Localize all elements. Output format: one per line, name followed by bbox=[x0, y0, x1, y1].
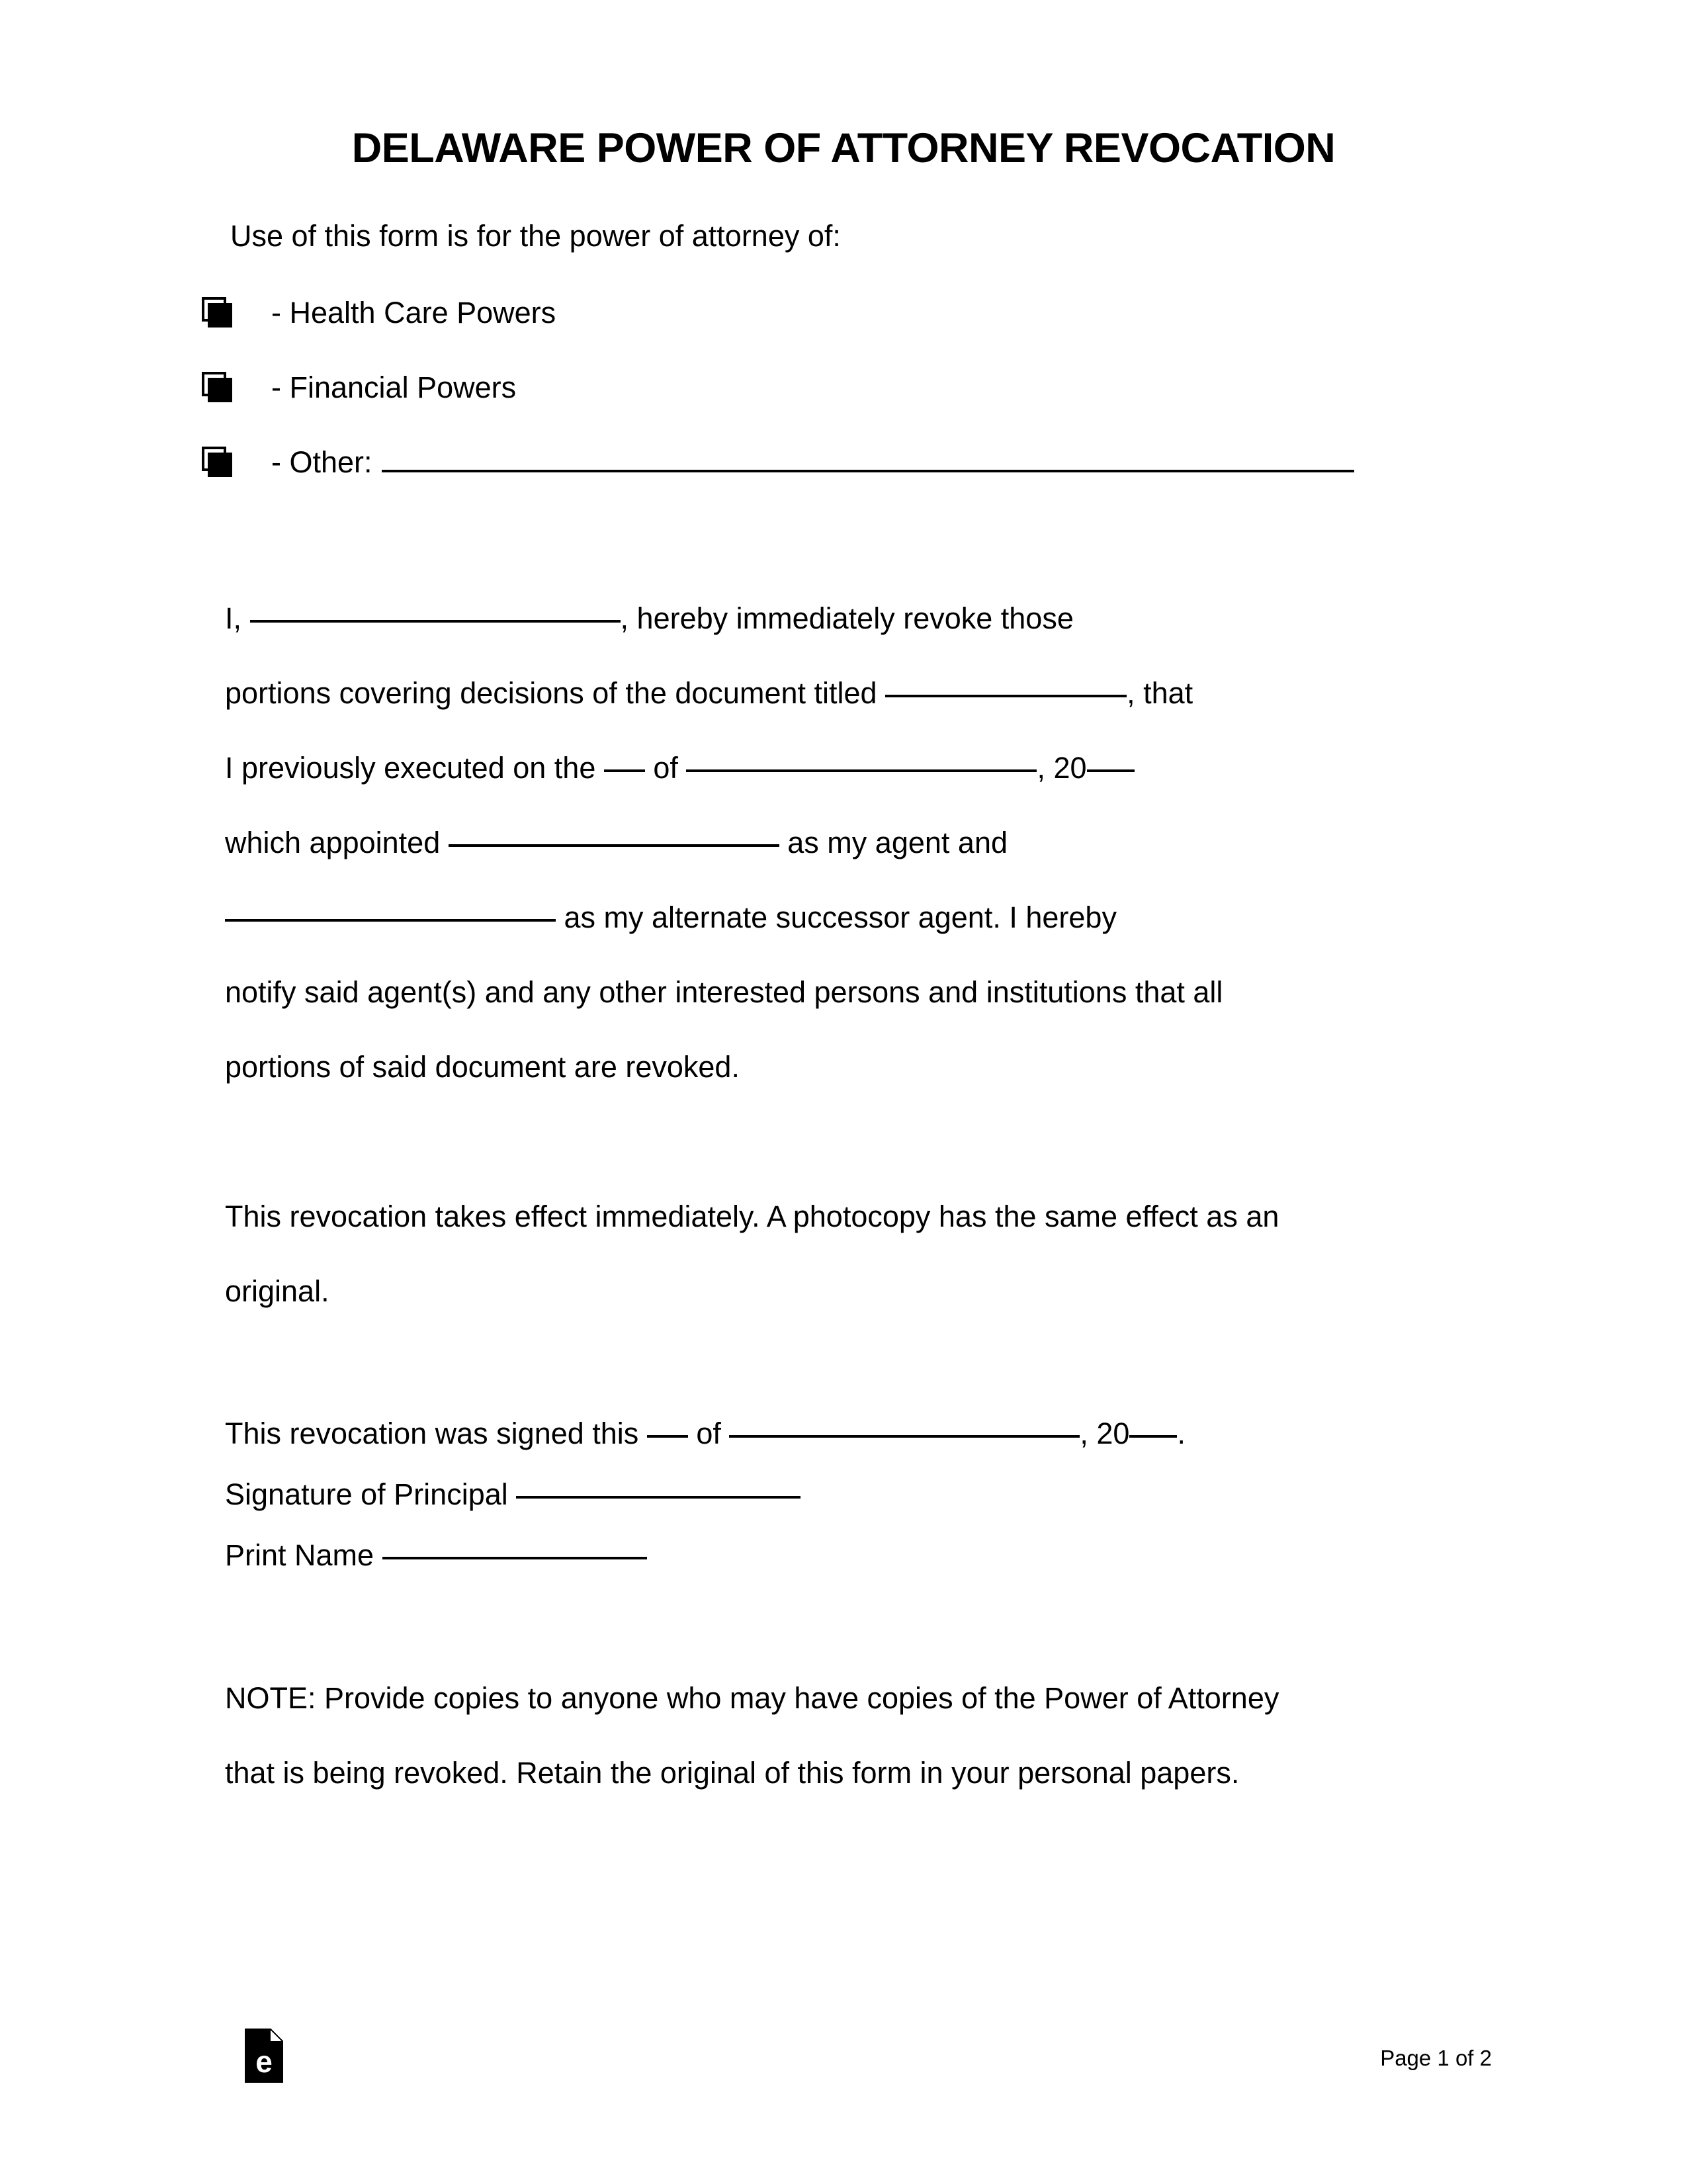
eforms-logo-icon bbox=[245, 2029, 283, 2083]
signed-seg-4: . bbox=[1177, 1417, 1186, 1450]
effect-line-1: This revocation takes effect immediately. A photocopy has the same effect as an bbox=[225, 1200, 1279, 1233]
page-title: DELAWARE POWER OF ATTORNEY REVOCATION bbox=[351, 125, 1336, 172]
revocation-seg-3: portions covering decisions of the document titled bbox=[225, 676, 877, 710]
signed-year-fill-line[interactable] bbox=[1129, 1435, 1177, 1438]
signature-fill-line[interactable] bbox=[516, 1496, 800, 1499]
note-paragraph bbox=[225, 1661, 1436, 1810]
spacer bbox=[225, 1586, 1436, 1661]
signature-of-principal-line bbox=[225, 1464, 1436, 1525]
checkbox-row-health-care[interactable] bbox=[202, 296, 1436, 371]
execution-day-fill-line[interactable] bbox=[604, 769, 645, 772]
note-line-1: NOTE: Provide copies to anyone who may have copies of the Power of Attorney bbox=[225, 1681, 1279, 1715]
signed-seg-2: of bbox=[696, 1417, 721, 1450]
checkbox-label-other: - Other: bbox=[271, 445, 372, 479]
print-name-label: Print Name bbox=[225, 1538, 374, 1572]
checkbox-row-other[interactable] bbox=[202, 445, 1436, 520]
revocation-seg-9: as my agent and bbox=[787, 826, 1008, 859]
intro-text: Use of this form is for the power of attorney of: bbox=[230, 219, 841, 253]
powers-checkbox-list bbox=[225, 296, 1436, 520]
signed-date-line bbox=[225, 1403, 1436, 1464]
document-title-fill-line[interactable] bbox=[885, 695, 1127, 697]
effect-line-2: original. bbox=[225, 1274, 329, 1308]
print-name-line bbox=[225, 1525, 1436, 1586]
revocation-seg-8: which appointed bbox=[225, 826, 441, 859]
svg-text:e: e bbox=[255, 2044, 273, 2079]
agent-name-fill-line[interactable] bbox=[449, 844, 779, 847]
checkbox-row-financial[interactable] bbox=[202, 371, 1436, 445]
revocation-seg-5: I previously executed on the bbox=[225, 751, 596, 785]
document-body bbox=[225, 198, 1436, 1810]
checkbox-icon[interactable] bbox=[202, 297, 226, 322]
note-line-2: that is being revoked. Retain the original of this form in your personal papers. bbox=[225, 1756, 1240, 1790]
checkbox-icon[interactable] bbox=[202, 447, 226, 471]
effect-paragraph bbox=[225, 1179, 1436, 1329]
signed-day-fill-line[interactable] bbox=[647, 1435, 688, 1438]
execution-month-fill-line[interactable] bbox=[686, 769, 1037, 772]
spacer bbox=[225, 1329, 1436, 1403]
execution-year-fill-line[interactable] bbox=[1087, 769, 1135, 772]
revocation-seg-6: of bbox=[653, 751, 678, 785]
other-powers-fill-line[interactable] bbox=[382, 470, 1354, 472]
revocation-seg-7: , 20 bbox=[1037, 751, 1087, 785]
signature-label: Signature of Principal bbox=[225, 1477, 508, 1511]
revocation-paragraph bbox=[225, 581, 1436, 1104]
alternate-agent-fill-line[interactable] bbox=[225, 919, 556, 922]
print-name-fill-line[interactable] bbox=[382, 1557, 647, 1559]
revocation-seg-12: portions of said document are revoked. bbox=[225, 1050, 740, 1084]
page-number-label: Page 1 of 2 bbox=[1380, 2046, 1492, 2070]
revocation-seg-11: notify said agent(s) and any other interested persons and institutions that all bbox=[225, 975, 1223, 1009]
page-footer bbox=[0, 2018, 1687, 2150]
signed-seg-3: , 20 bbox=[1080, 1417, 1130, 1450]
checkbox-label-health-care: - Health Care Powers bbox=[271, 296, 556, 329]
checkbox-icon[interactable] bbox=[202, 372, 226, 396]
revocation-seg-10: as my alternate successor agent. I hereby bbox=[564, 900, 1117, 934]
checkbox-label-financial: - Financial Powers bbox=[271, 371, 517, 404]
principal-name-fill-line[interactable] bbox=[250, 620, 621, 623]
revocation-seg-1: I, bbox=[225, 601, 242, 635]
signed-month-fill-line[interactable] bbox=[729, 1435, 1080, 1438]
signed-seg-1: This revocation was signed this bbox=[225, 1417, 639, 1450]
revocation-seg-4: , that bbox=[1127, 676, 1193, 710]
spacer bbox=[225, 520, 1436, 581]
revocation-seg-2: , hereby immediately revoke those bbox=[620, 601, 1074, 635]
